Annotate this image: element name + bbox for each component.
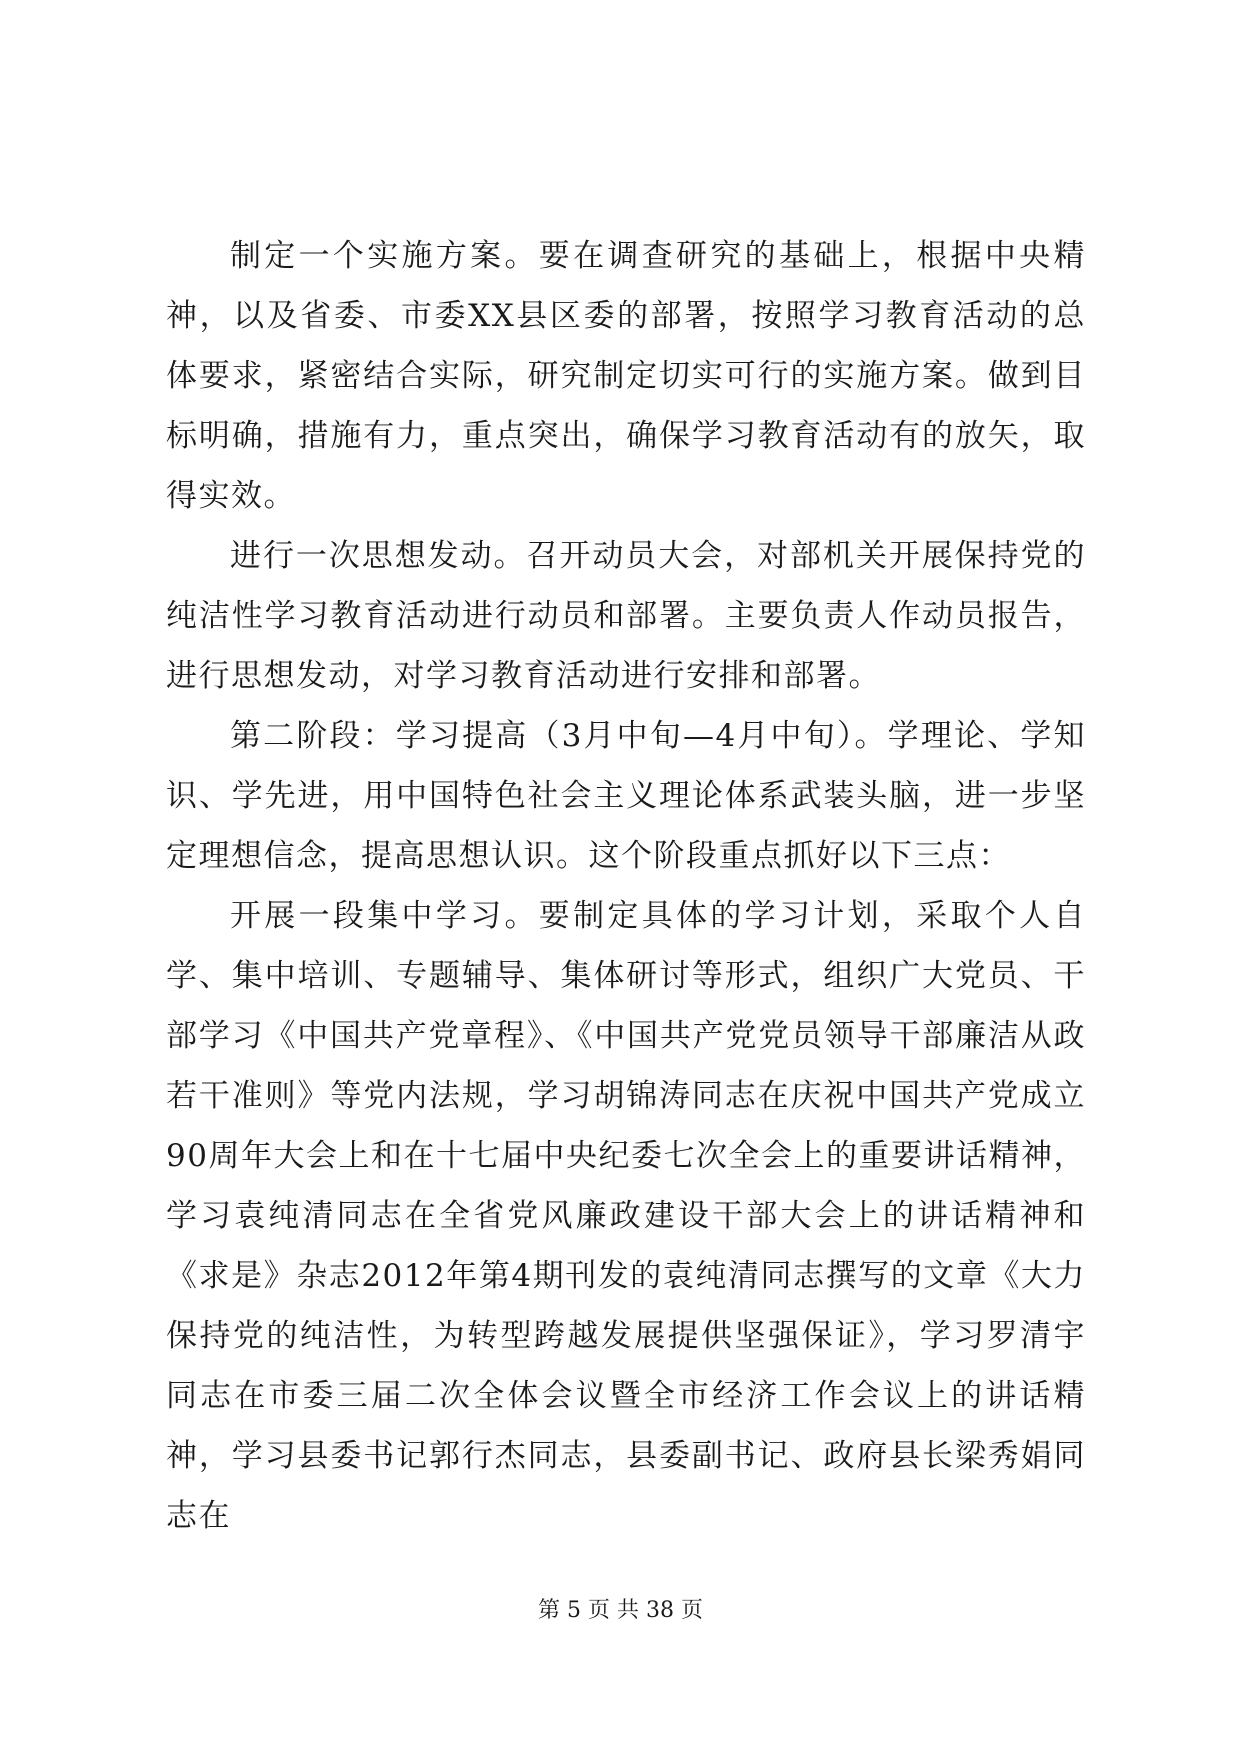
page-number-footer: 第 5 页 共 38 页 [538, 1598, 703, 1623]
paragraph-implementation-plan: 制定一个实施方案。要在调查研究的基础上，根据中央精神，以及省委、市委XX县区委的部署，按照学习教育活动的总体要求，紧密结合实际，研究制定切实可行的实施方案。做到目标明确，措施有力，重点突出，确保学习教育活动有的放矢，取得实效。 [166, 238, 1086, 514]
paragraph-mobilization: 进行一次思想发动。召开动员大会，对部机关开展保持党的纯洁性学习教育活动进行动员和部署。主要负责人作动员报告，进行思想发动，对学习教育活动进行安排和部署。 [166, 538, 1086, 694]
body-text [166, 226, 1086, 1546]
paragraph-stage-two: 第二阶段：学习提高（3月中旬—4月中旬）。学理论、学知识、学先进，用中国特色社会主义理论体系武装头脑，进一步坚定理想信念，提高思想认识。这个阶段重点抓好以下三点： [166, 718, 1086, 874]
paragraph-concentrated-study: 开展一段集中学习。要制定具体的学习计划，采取个人自学、集中培训、专题辅导、集体研讨等形式，组织广大党员、干部学习《中国共产党章程》、《中国共产党党员领导干部廉洁从政若干准则》等党内法规，学习胡锦涛同志在庆祝中国共产党成立90周年大会上和在十七届中央纪委七次全会上的重要讲话精神，学习袁纯清同志在全省党风廉政建设干部大会上的讲话精神和《求是》杂志2012年第4期刊发的袁纯清同志撰写的文章《大力保持党的纯洁性，为转型跨越发展提供坚强保证》，学习罗清宇同志在市委三届二次全体会议暨全市经济工作会议上的讲话精神，学习县委书记郭行杰同志，县委副书记、政府县长梁秀娟同志在 [166, 898, 1086, 1534]
